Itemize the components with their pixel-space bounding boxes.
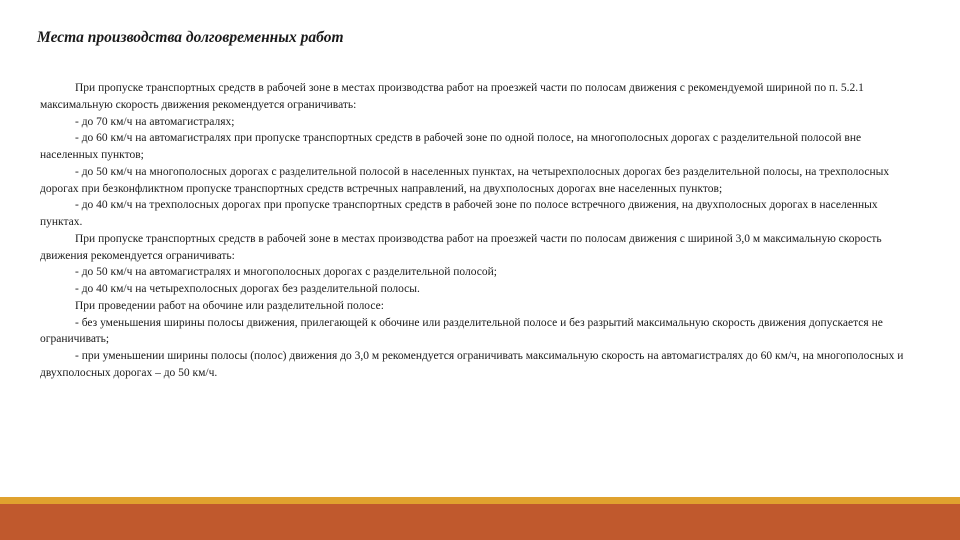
paragraph-intro-2: При пропуске транспортных средств в рабочей зоне в местах производства работ на проезжей части по полосам движения с шириной 3,0 м максимальную скорость движения рекомендуется ограничивать: (40, 232, 882, 262)
slide-body (40, 80, 910, 382)
list-item-50: - до 50 км/ч на многополосных дорогах с разделительной полосой в населенных пунктах, на четырехполосных дорогах без разделительной полосы, на трехполосных дорогах при безконфликтном пропуске транспортных средств встречных направлений, на двухполосных дорогах вне населенных пунктов; (40, 165, 890, 195)
list-item-50-narrow: - до 50 км/ч на автомагистралях и многополосных дорогах с разделительной полосой; (75, 266, 497, 279)
list-item-60: - до 60 км/ч на автомагистралях при пропуске транспортных средств в рабочей зоне по одной полосе, на многополосных дорогах с разделительной полосой вне населенных пунктов; (40, 132, 862, 161)
paragraph-intro-1: При пропуске транспортных средств в рабочей зоне в местах производства работ на проезжей части по полосам движения с рекомендуемой шириной по п. 5.2.1 максимальную скорость движения рекомендуется ограничивать: (40, 82, 864, 111)
list-item-no-reduction: - без уменьшения ширины полосы движения, прилегающей к обочине или разделительной полосе и без разрытий максимальную скорость движения допускается не ограничивать; (40, 316, 883, 346)
footer-accent-stripe (0, 497, 960, 504)
list-item-40-narrow: - до 40 км/ч на четырехполосных дорогах без разделительной полосы. (75, 283, 420, 295)
footer-bar (0, 504, 960, 540)
slide-title: Места производства долговременных работ (37, 29, 344, 46)
list-item-reduction: - при уменьшении ширины полосы (полос) движения до 3,0 м рекомендуется ограничивать максимальную скорость на автомагистралях до 60 км/ч, на многополосных и двухполосных дорогах – до 50 км/ч. (40, 350, 904, 379)
paragraph-intro-3: При проведении работ на обочине или разделительной полосе: (75, 299, 384, 312)
list-item-40: - до 40 км/ч на трехполосных дорогах при пропуске транспортных средств в рабочей зоне по полосе встречного движения, на двухполосных дорогах в населенных пунктах. (40, 199, 878, 228)
list-item-70: - до 70 км/ч на автомагистралях; (75, 115, 235, 128)
